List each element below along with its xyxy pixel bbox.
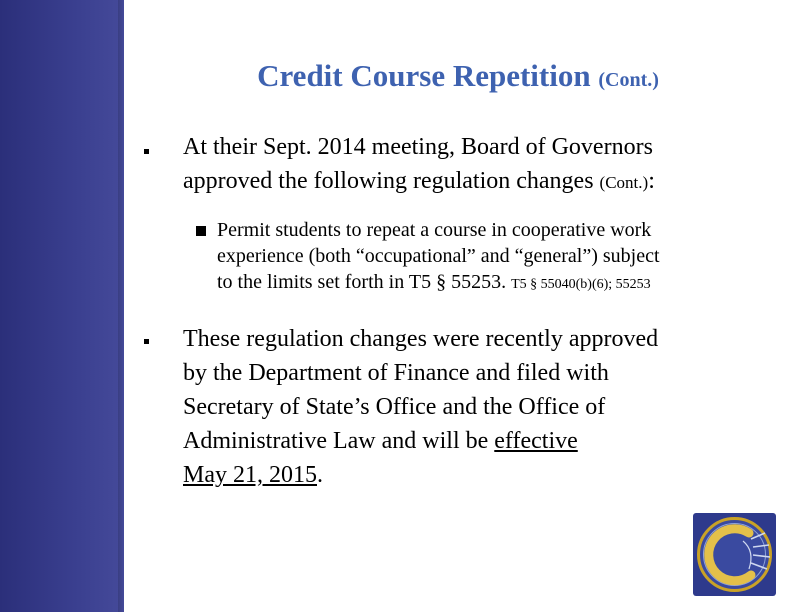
sub-bullet [217,217,660,298]
bullet-1-line2-text: approved the following regulation changes [183,168,594,194]
sub-bullet-line2: experience (both “occupational” and “general”) subject [217,245,660,267]
effective-underlined: effective [494,428,578,454]
sub-bullet-citation: T5 § 55040(b)(6); 55253 [511,277,651,292]
left-sidebar-band [0,0,124,612]
bullet-1-line1: At their Sept. 2014 meeting, Board of Governors [183,134,653,160]
bullet-1 [183,130,655,200]
bullet-2-line1: These regulation changes were recently approved [183,326,659,352]
bullet-2-line3: Secretary of State’s Office and the Office of [183,394,606,420]
bullet-2-line4-text: Administrative Law and will be [183,428,489,454]
college-seal-logo-icon [691,511,778,598]
bullet-1-cont: (Cont.) [599,173,649,192]
bullet-1-colon: : [648,168,655,194]
bullet-2 [183,322,658,492]
sub-bullet-marker [196,226,206,236]
bullet-2-line4 [183,424,658,458]
sub-bullet-line1: Permit students to repeat a course in cooperative work [217,219,652,241]
bullet-2-line5 [183,458,658,492]
bullet-1-line2 [183,164,655,200]
bullet-2-period: . [317,462,323,488]
title-suffix: (Cont.) [598,69,659,91]
sub-bullet-line3 [217,269,660,298]
bullet-marker [144,339,149,344]
sub-bullet-line3-text: to the limits set forth in T5 § 55253. [217,271,507,293]
effective-date-underlined: May 21, 2015 [183,462,317,488]
bullet-marker [144,149,149,154]
title-text: Credit Course Repetition [257,58,591,93]
slide-title [124,56,792,100]
bullet-2-line2: by the Department of Finance and filed with [183,360,609,386]
